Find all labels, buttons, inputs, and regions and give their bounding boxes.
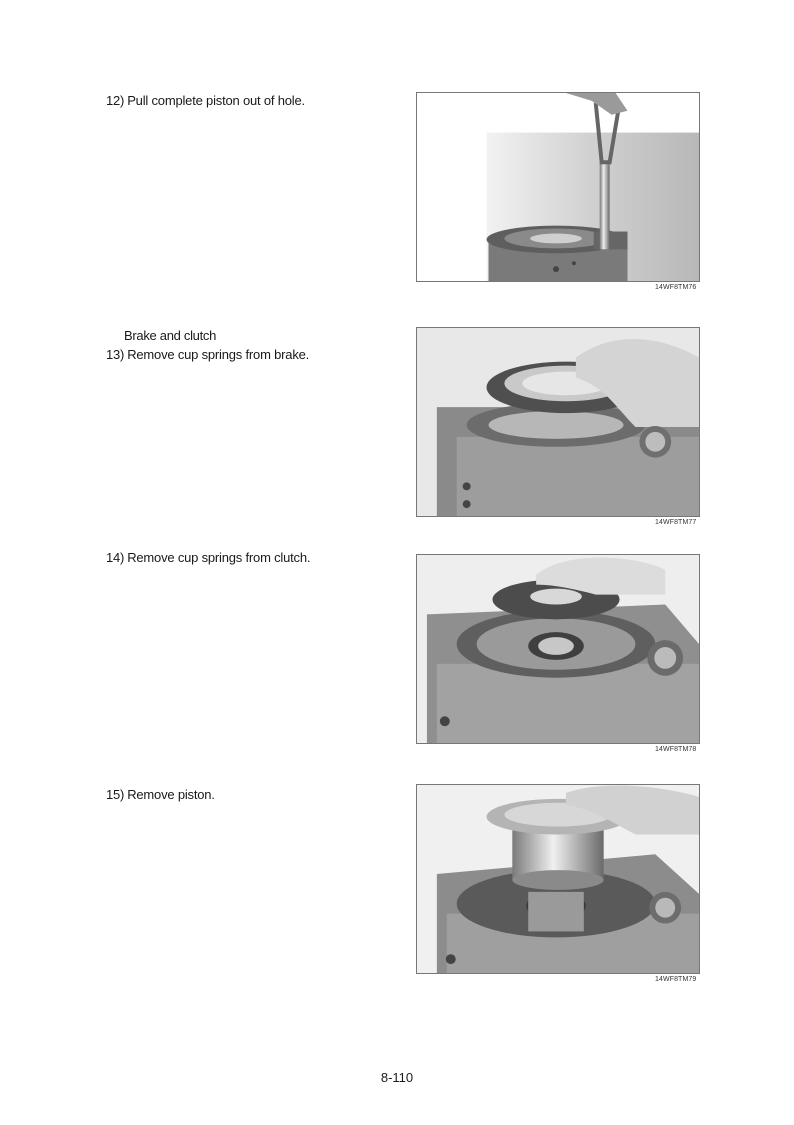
step-15 <box>106 787 215 802</box>
figure-code: 14WF8TM78 <box>655 746 697 753</box>
step-13 <box>106 347 309 362</box>
step-text: Remove piston. <box>127 787 215 802</box>
step-14 <box>106 550 310 565</box>
step-text: Pull complete piston out of hole. <box>127 93 305 108</box>
figure-photo-clutch-cup-springs <box>416 554 700 744</box>
figure-photo-brake-cup-springs <box>416 327 700 517</box>
step-text: Remove cup springs from clutch. <box>127 550 311 565</box>
step-number: 13) <box>106 347 125 362</box>
step-number: 15) <box>106 787 125 802</box>
figure-photo-piston-pull <box>416 92 700 282</box>
figure-photo-piston-removal <box>416 784 700 974</box>
step-12 <box>106 93 305 108</box>
section-heading: Brake and clutch <box>124 328 217 343</box>
figure-code: 14WF8TM77 <box>655 519 697 526</box>
step-number: 12) <box>106 93 125 108</box>
figure-code: 14WF8TM79 <box>655 976 697 983</box>
figure-code: 14WF8TM76 <box>655 284 697 291</box>
step-text: Remove cup springs from brake. <box>127 347 310 362</box>
page-number: 8-110 <box>380 1070 414 1085</box>
step-number: 14) <box>106 550 125 565</box>
